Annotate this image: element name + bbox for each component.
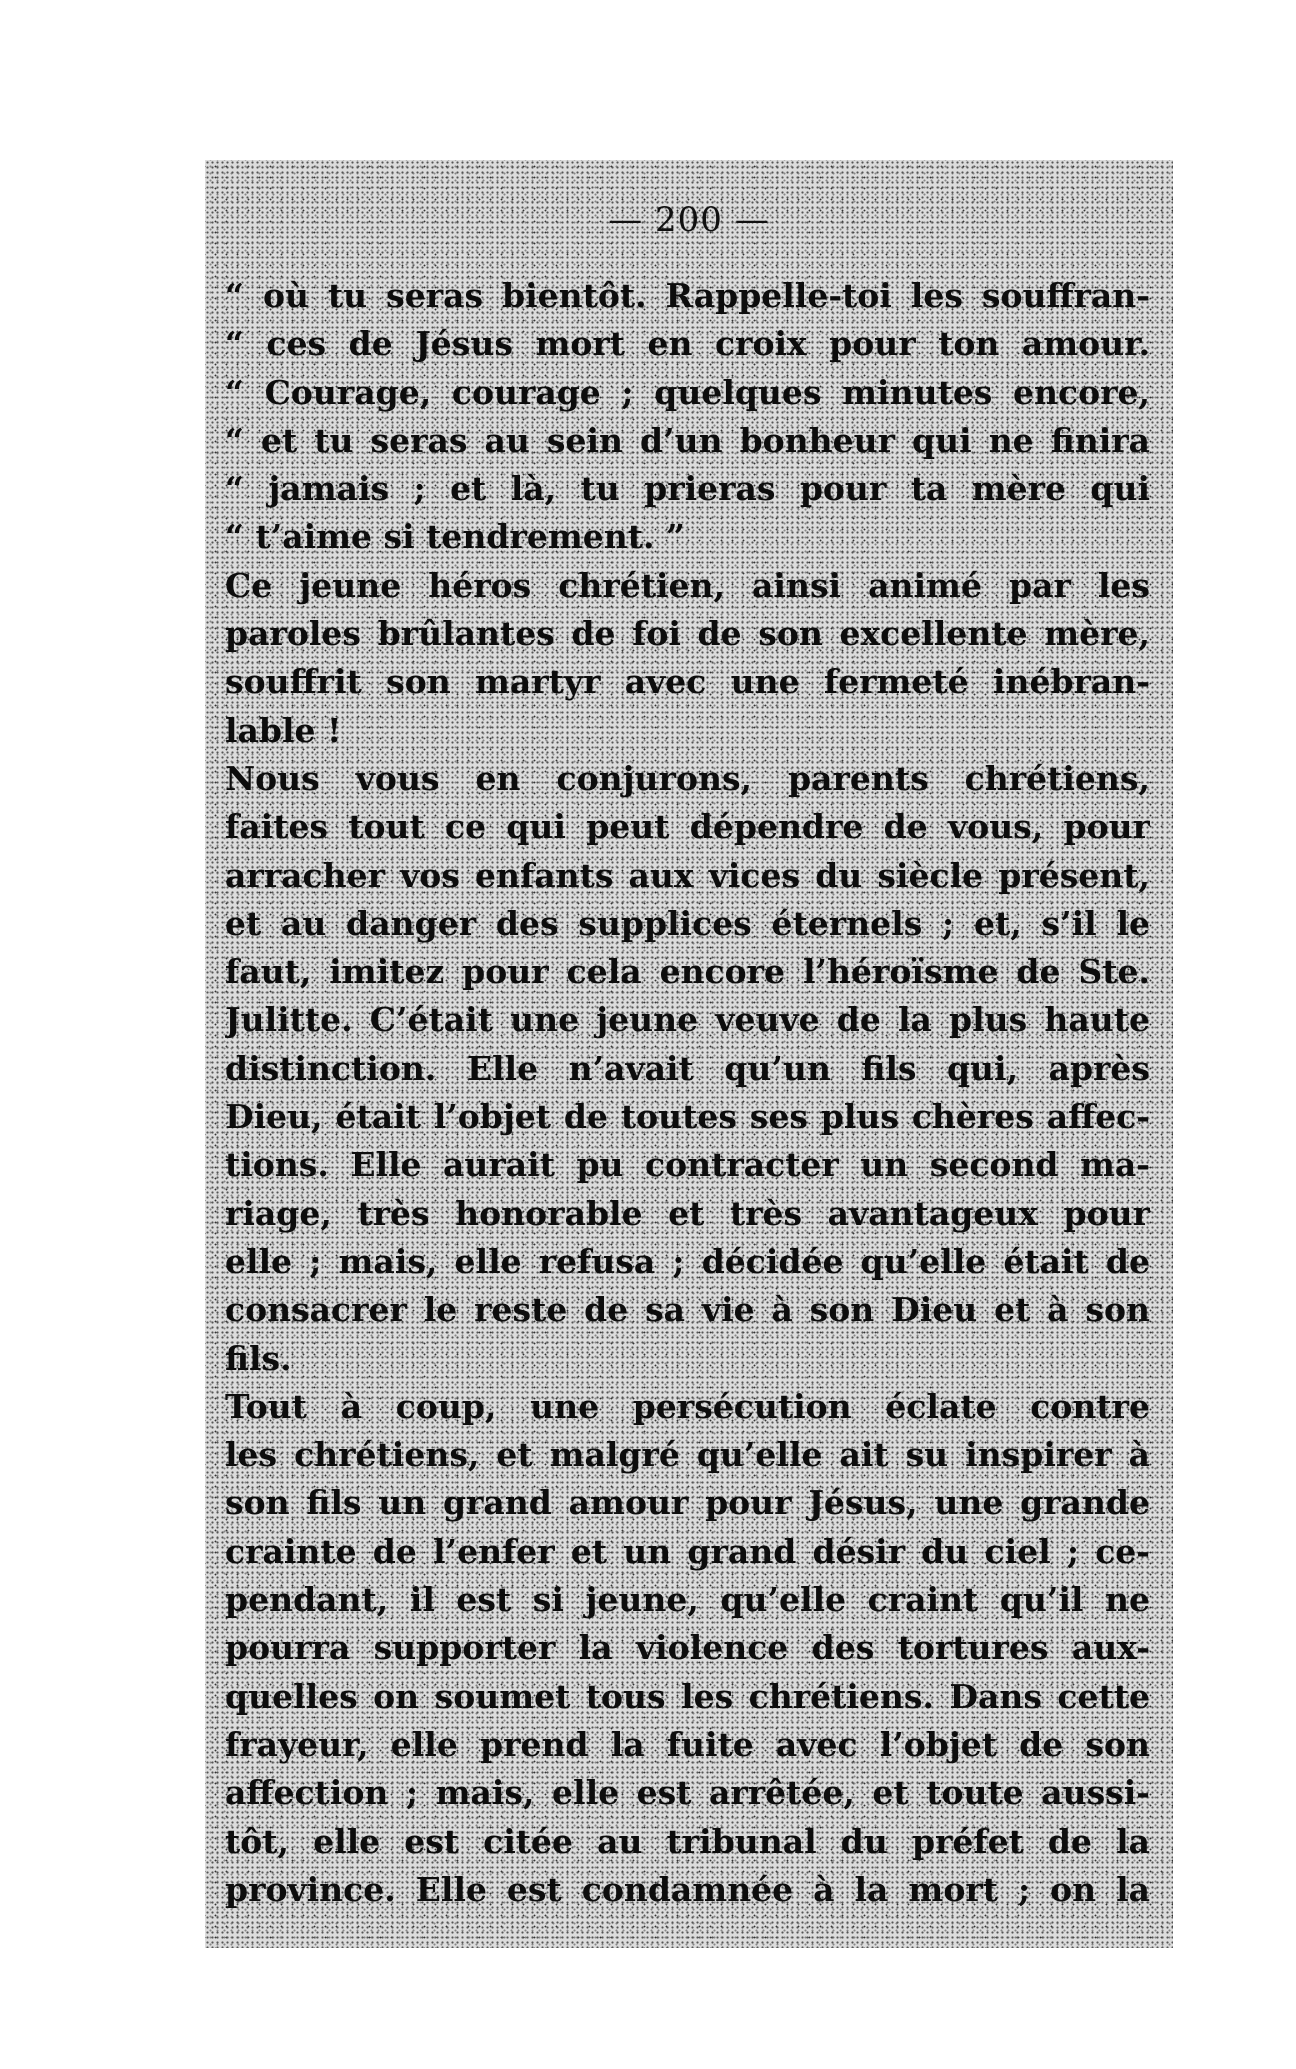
text-line: frayeur, elle prend la fuite avec l’objet de son (225, 1724, 1150, 1764)
text-line: distinction. Elle n’avait qu’un fils qui, après (225, 1048, 1150, 1088)
text-line: souffrit son martyr avec une fermeté inébran- (225, 662, 1150, 702)
text-line: Dieu, était l’objet de toutes ses plus chères affec- (225, 1097, 1150, 1137)
text-line: crainte de l’enfer et un grand désir du ciel ; ce- (225, 1531, 1150, 1571)
text-line: faites tout ce qui peut dépendre de vous, pour (225, 807, 1150, 847)
text-line: “ jamais ; et là, tu prieras pour ta mère qui (225, 469, 1150, 509)
text-line: “ où tu seras bientôt. Rappelle-toi les souffran- (225, 276, 1150, 315)
text-line: faut, imitez pour cela encore l’héroïsme de Ste. (225, 952, 1150, 992)
text-line: son fils un grand amour pour Jésus, une grande (225, 1483, 1150, 1523)
text-line: province. Elle est condamnée à la mort ; on la (225, 1869, 1150, 1909)
text-line: affection ; mais, elle est arrêtée, et toute aussi- (225, 1773, 1150, 1813)
text-line: “ ces de Jésus mort en croix pour ton amour. (225, 324, 1150, 364)
text-line: “ t’aime si tendrement. ” (225, 517, 685, 557)
text-line: Ce jeune héros chrétien, ainsi animé par les (225, 565, 1150, 605)
text-line: arracher vos enfants aux vices du siècle présent, (225, 855, 1150, 895)
text-line: Nous vous en conjurons, parents chrétiens, (225, 758, 1150, 798)
page-number: — 200 — (608, 200, 770, 240)
scanned-page (205, 160, 1173, 1948)
text-line: fils. (225, 1338, 292, 1378)
text-line: pourra supporter la violence des tortures aux- (225, 1628, 1150, 1668)
text-line: tôt, elle est citée au tribunal du préfet de la (225, 1821, 1150, 1861)
text-line: riage, très honorable et très avantageux pour (225, 1193, 1150, 1233)
text-line: pendant, il est si jeune, qu’elle craint qu’il ne (225, 1580, 1150, 1620)
text-line: “ Courage, courage ; quelques minutes encore, (225, 372, 1150, 412)
text-line: elle ; mais, elle refusa ; décidée qu’elle était de (225, 1241, 1150, 1281)
text-line: tions. Elle aurait pu contracter un second ma- (225, 1145, 1150, 1185)
text-line: Tout à coup, une persécution éclate contre (225, 1386, 1150, 1426)
text-line: les chrétiens, et malgré qu’elle ait su inspirer à (225, 1435, 1150, 1475)
text-line: consacrer le reste de sa vie à son Dieu et à son (225, 1290, 1150, 1330)
text-line: Julitte. C’était une jeune veuve de la plus haute (225, 1000, 1150, 1040)
text-line: et au danger des supplices éternels ; et, s’il le (225, 903, 1150, 943)
text-line: quelles on soumet tous les chrétiens. Dans cette (225, 1676, 1150, 1716)
body-text (225, 272, 1150, 1914)
text-line: lable ! (225, 710, 342, 750)
text-line: paroles brûlantes de foi de son excellente mère, (225, 614, 1150, 654)
text-line: “ et tu seras au sein d’un bonheur qui ne finira (225, 420, 1150, 460)
